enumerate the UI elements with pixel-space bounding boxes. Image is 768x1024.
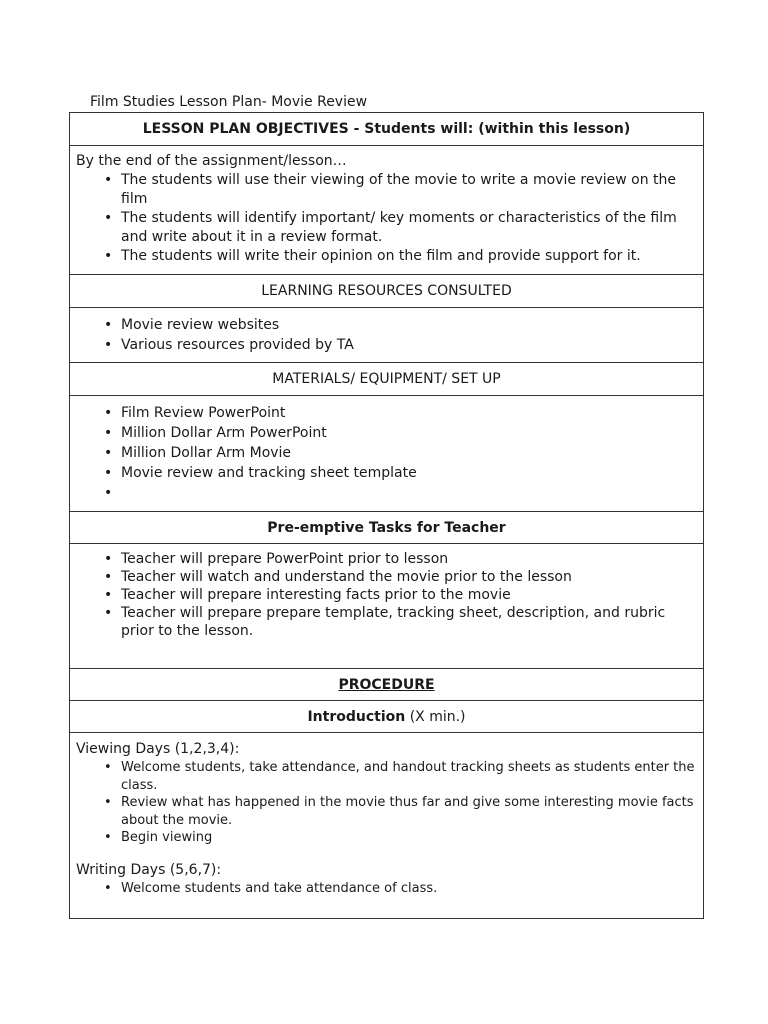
procedure-header <box>70 669 703 701</box>
list-item: • Movie review websites <box>76 316 695 335</box>
lesson-plan-table <box>69 112 704 919</box>
list-item: • Teacher will prepare interesting facts prior to the movie <box>76 586 695 604</box>
preemptive-header <box>70 512 703 544</box>
resources-list <box>76 316 695 355</box>
list-item: • Welcome students and take attendance of class. <box>76 880 695 898</box>
document-title: Film Studies Lesson Plan- Movie Review <box>90 94 368 110</box>
list-item: • Movie review and tracking sheet template <box>76 464 695 483</box>
objectives-header <box>70 113 703 146</box>
list-item: • Film Review PowerPoint <box>76 404 695 423</box>
introduction-label: Introduction <box>307 708 406 725</box>
list-item: • Teacher will watch and understand the movie prior to the lesson <box>76 568 695 586</box>
procedure-header-text: PROCEDURE <box>338 676 435 693</box>
viewing-days-label: Viewing Days (1,2,3,4): <box>76 741 240 757</box>
resources-section <box>70 308 703 363</box>
list-item: • The students will identify important/ key moments or characteristics of the film and write about it in a review format. <box>76 209 695 247</box>
materials-list <box>76 404 695 503</box>
list-item: • The students will write their opinion on the film and provide support for it. <box>76 247 695 266</box>
materials-section <box>70 396 703 512</box>
resources-header <box>70 275 703 308</box>
resources-header-text: LEARNING RESOURCES CONSULTED <box>261 283 512 299</box>
list-item: • Million Dollar Arm PowerPoint <box>76 424 695 443</box>
list-item: • Review what has happened in the movie thus far and give some interesting movie facts about the movie. <box>76 794 695 829</box>
writing-days-label: Writing Days (5,6,7): <box>76 861 222 878</box>
list-item: • Million Dollar Arm Movie <box>76 444 695 463</box>
list-item: • Welcome students, take attendance, and handout tracking sheets as students enter the class. <box>76 759 695 794</box>
objectives-section <box>70 146 703 275</box>
introduction-section <box>70 733 703 919</box>
objectives-header-text: LESSON PLAN OBJECTIVES - Students will: (within this lesson) <box>142 121 631 137</box>
list-item: • Begin viewing <box>76 829 695 847</box>
viewing-days-list <box>76 759 695 847</box>
list-item: • The students will use their viewing of the movie to write a movie review on the film <box>76 171 695 209</box>
preemptive-list <box>76 550 695 640</box>
preemptive-section <box>70 544 703 669</box>
list-item: • Various resources provided by TA <box>76 336 695 355</box>
preemptive-header-text: Pre-emptive Tasks for Teacher <box>267 519 506 536</box>
list-item: • Teacher will prepare PowerPoint prior to lesson <box>76 550 695 568</box>
writing-days-list <box>76 880 695 898</box>
list-item-empty <box>76 484 695 503</box>
introduction-time: (X min.) <box>409 708 466 725</box>
list-item: • Teacher will prepare prepare template, tracking sheet, description, and rubric prior to the lesson. <box>76 604 695 640</box>
materials-header-text: MATERIALS/ EQUIPMENT/ SET UP <box>272 371 501 387</box>
introduction-header <box>70 701 703 733</box>
materials-header <box>70 363 703 396</box>
objectives-list <box>76 171 695 266</box>
objectives-intro: By the end of the assignment/lesson… <box>76 153 347 169</box>
